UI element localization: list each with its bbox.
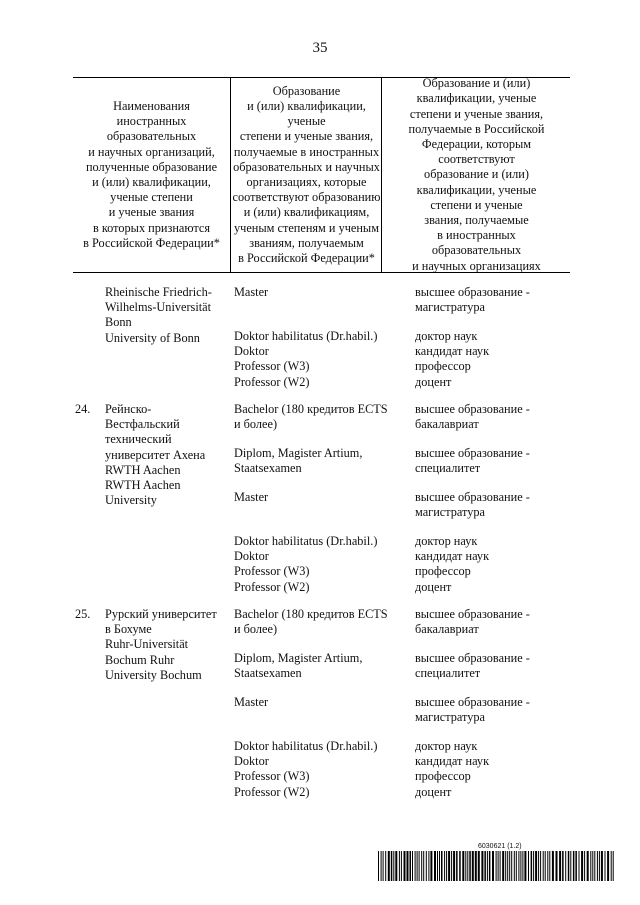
barcode-bar — [518, 851, 519, 881]
barcode-bar — [410, 851, 412, 881]
barcode-bar — [484, 851, 486, 881]
barcode-bar — [456, 851, 458, 881]
barcode-bar — [451, 851, 452, 881]
foreign-qualification: Master — [234, 490, 269, 504]
russian-qualification: доктор наук кандидат наук профессор доцент — [415, 739, 490, 799]
barcode-bar — [448, 851, 450, 881]
barcode-bar — [399, 851, 400, 881]
barcode-bar — [607, 851, 609, 881]
barcode-bar — [487, 851, 488, 881]
barcode-bar — [584, 851, 585, 881]
barcode-bar — [531, 851, 533, 881]
russian-qualification: высшее образование - специалитет — [415, 446, 530, 476]
barcode-bar — [568, 851, 570, 881]
barcode-bar — [509, 851, 510, 881]
barcode-bar — [407, 851, 409, 881]
barcode-bar — [507, 851, 508, 881]
barcode-bar — [434, 851, 436, 881]
barcode-bar — [514, 851, 515, 881]
foreign-qualification: Master — [234, 285, 269, 299]
foreign-qualification: Diplom, Magister Artium, Staatsexamen — [234, 446, 363, 476]
barcode-bar — [611, 851, 612, 881]
barcode-bar — [573, 851, 575, 881]
org-name-bochum: Рурский университет в Бохуме Ruhr-Universität Bochum Ruhr University Bochum — [105, 607, 217, 682]
russian-qualification: высшее образование - специалитет — [415, 651, 530, 681]
russian-qualification: высшее образование - бакалавриат — [415, 607, 530, 637]
barcode-bar — [597, 851, 598, 881]
barcode-bar — [492, 851, 494, 881]
barcode-bar — [552, 851, 554, 881]
russian-qualification: высшее образование - магистратура — [415, 490, 530, 520]
barcode-bar — [570, 851, 571, 881]
barcode-bar — [393, 851, 394, 881]
barcode-bar — [428, 851, 429, 881]
barcode-bar — [412, 851, 413, 881]
barcode-bar — [423, 851, 424, 881]
barcode-bar — [533, 851, 534, 881]
barcode-bar — [417, 851, 418, 881]
barcode-bar — [388, 851, 390, 881]
barcode-bar — [587, 851, 589, 881]
foreign-qualification: Doktor habilitatus (Dr.habil.) Doktor Professor (W3) Professor (W2) — [234, 329, 378, 389]
barcode-bar — [549, 851, 550, 881]
barcode-bar — [446, 851, 447, 881]
barcode-bar — [522, 851, 523, 881]
barcode-bar — [475, 851, 477, 881]
barcode-bar — [592, 851, 593, 881]
header-column-organizations — [73, 78, 230, 272]
barcode-bar — [538, 851, 539, 881]
page-number: 35 — [312, 40, 328, 56]
barcode-bar — [511, 851, 512, 881]
barcode-bar — [478, 851, 480, 881]
barcode-bar — [540, 851, 541, 881]
header-column-foreign-qualifications-text: Образование и (или) квалификации, ученые степени и ученые звания, получаемые в иностранных образовательных и научных организациях, которые соответствуют образованию и (или) квалификациям, ученым степеням и ученым званиям, получаемым в Российской Федерации* — [232, 83, 381, 266]
barcode-bar — [562, 851, 564, 881]
org-name-aachen: Рейнско- Вестфальский технический университет Ахена RWTH Aachen RWTH Aachen University — [105, 402, 206, 508]
barcode-bar — [430, 851, 432, 881]
barcode-bar — [421, 851, 422, 881]
header-column-foreign-qualifications — [230, 78, 382, 272]
barcode-bar — [579, 851, 580, 881]
barcode-bar — [545, 851, 546, 881]
barcode-bar — [528, 851, 529, 881]
barcode-bar — [575, 851, 577, 881]
foreign-qualification: Doktor habilitatus (Dr.habil.) Doktor Professor (W3) Professor (W2) — [234, 534, 378, 594]
russian-qualification: доктор наук кандидат наук профессор доцент — [415, 534, 490, 594]
barcode-caption: 6030621 (1.2) — [478, 843, 522, 850]
table-header — [73, 77, 570, 273]
barcode-bar — [462, 851, 464, 881]
russian-qualification: высшее образование - магистратура — [415, 285, 530, 315]
barcode-bar — [401, 851, 402, 881]
foreign-qualification: Master — [234, 695, 269, 709]
header-column-organizations-text: Наименования иностранных образовательных и научных организаций, полученные образование и (или) квалификации, ученые степени и ученые звания в которых признаются в Российской Федерации* — [83, 98, 220, 250]
barcode-bar — [467, 851, 468, 881]
barcode-bar — [502, 851, 504, 881]
barcode-bar — [426, 851, 427, 881]
barcode-bar — [500, 851, 501, 881]
barcode — [377, 851, 615, 881]
barcode-bar — [559, 851, 561, 881]
russian-qualification: доктор наук кандидат наук профессор доцент — [415, 329, 490, 389]
barcode-bar — [481, 851, 483, 881]
barcode-bar — [391, 851, 393, 881]
barcode-bar — [381, 851, 382, 881]
barcode-bar — [601, 851, 603, 881]
barcode-bar — [439, 851, 440, 881]
barcode-bar — [524, 851, 526, 881]
foreign-qualification: Doktor habilitatus (Dr.habil.) Doktor Professor (W3) Professor (W2) — [234, 739, 378, 799]
barcode-bar — [453, 851, 455, 881]
barcode-bar — [590, 851, 591, 881]
barcode-bar — [613, 851, 614, 881]
foreign-qualification: Diplom, Magister Artium, Staatsexamen — [234, 651, 363, 681]
barcode-bar — [437, 851, 438, 881]
org-name-bonn: Rheinische Friedrich- Wilhelms-Universität Bonn University of Bonn — [105, 285, 212, 345]
barcode-bar — [415, 851, 416, 881]
russian-qualification: высшее образование - магистратура — [415, 695, 530, 725]
barcode-bar — [472, 851, 474, 881]
barcode-bar — [516, 851, 517, 881]
barcode-bar — [383, 851, 384, 881]
barcode-bar — [441, 851, 443, 881]
russian-qualification: высшее образование - бакалавриат — [415, 402, 530, 432]
barcode-bar — [505, 851, 506, 881]
barcode-bar — [469, 851, 471, 881]
barcode-graphic — [377, 851, 615, 881]
barcode-bar — [547, 851, 548, 881]
barcode-bar — [444, 851, 445, 881]
barcode-bar — [498, 851, 499, 881]
barcode-bar — [395, 851, 397, 881]
barcode-bar — [556, 851, 558, 881]
barcode-bar — [581, 851, 583, 881]
barcode-bar — [459, 851, 461, 881]
barcode-bar — [378, 851, 379, 881]
header-column-russian-qualifications-text: Образование и (или) квалификации, ученые степени и ученые звания, получаемые в Российской Федерации, которым соответствуют образование и (или) квалификации, ученые степени и ученые звания, получаемые в иностранных образовательных и научных организациях — [408, 76, 545, 273]
barcode-bar — [404, 851, 406, 881]
barcode-bar — [465, 851, 466, 881]
barcode-bar — [419, 851, 420, 881]
header-column-russian-qualifications — [381, 78, 571, 272]
barcode-bar — [535, 851, 537, 881]
foreign-qualification: Bachelor (180 кредитов ECTS и более) — [234, 402, 388, 432]
barcode-bar — [599, 851, 600, 881]
barcode-bar — [489, 851, 491, 881]
barcode-bar — [565, 851, 566, 881]
barcode-bar — [605, 851, 606, 881]
barcode-bar — [594, 851, 595, 881]
barcode-bar — [543, 851, 544, 881]
barcode-bar — [496, 851, 497, 881]
row-number: 24. — [75, 402, 91, 416]
barcode-bar — [520, 851, 521, 881]
row-number: 25. — [75, 607, 91, 621]
foreign-qualification: Bachelor (180 кредитов ECTS и более) — [234, 607, 388, 637]
barcode-bar — [385, 851, 386, 881]
